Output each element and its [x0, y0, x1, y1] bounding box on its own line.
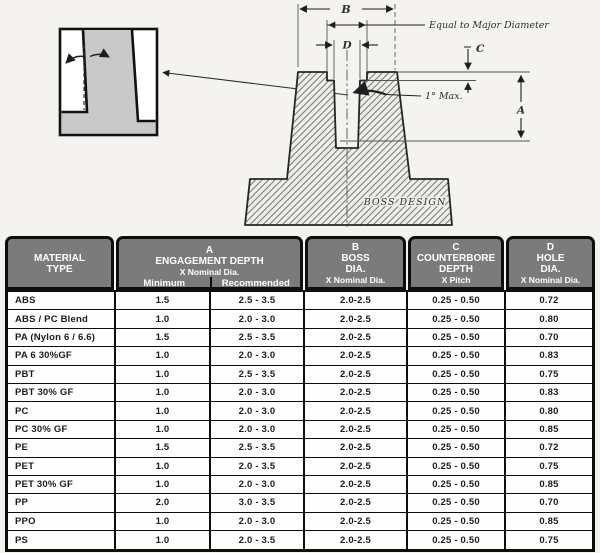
material-name-cell: PA 6 30%GF: [8, 347, 116, 364]
material-name-cell: PET: [8, 458, 116, 475]
minimum-depth-cell: 2.0: [116, 494, 211, 511]
equal-major-diameter-label: Equal to Major Diameter: [429, 20, 549, 31]
boss-dia-cell: 2.0-2.5: [305, 421, 408, 438]
recommended-depth-cell: 2.5 - 3.5: [211, 329, 305, 346]
recommended-depth-cell: 2.5 - 3.5: [211, 439, 305, 456]
minimum-depth-cell: 1.5: [116, 439, 211, 456]
material-name-cell: PPO: [8, 513, 116, 530]
hole-dia-cell: 0.70: [539, 497, 559, 509]
header-boss-dia: B BOSS DIA. X Nominal Dia.: [305, 236, 406, 290]
table-row: [8, 421, 592, 439]
boss-dia-cell: 2.0-2.5: [305, 458, 408, 475]
header-hole-dia: D HOLE DIA. X Nominal Dia.: [506, 236, 595, 290]
material-name-cell: PP: [8, 494, 116, 511]
table-row: [8, 531, 592, 549]
recommended-depth-cell: 2.0 - 3.5: [211, 531, 305, 549]
material-name-cell: PA (Nylon 6 / 6.6): [8, 329, 116, 346]
counterbore-depth-cell: 0.25 - 0.50: [408, 310, 506, 327]
counterbore-depth-cell: 0.25 - 0.50: [408, 458, 506, 475]
material-name-cell: PC: [8, 402, 116, 419]
hole-dia-cell: 0.85: [539, 479, 559, 491]
hole-dia-cell: 0.80: [539, 405, 559, 417]
counterbore-depth-cell: 0.25 - 0.50: [408, 494, 506, 511]
material-name-cell: ABS / PC Blend: [8, 310, 116, 327]
hole-dia-cell: 0.75: [539, 534, 559, 546]
hole-dia-cell: 0.83: [539, 350, 559, 362]
boss-dia-cell: 2.0-2.5: [305, 531, 408, 549]
table-row: [8, 347, 592, 365]
boss-dia-cell: 2.0-2.5: [305, 366, 408, 383]
minimum-depth-cell: 1.0: [116, 421, 211, 438]
minimum-depth-cell: 1.0: [116, 366, 211, 383]
material-name-cell: PBT 30% GF: [8, 384, 116, 401]
recommended-depth-cell: 2.5 - 3.5: [211, 366, 305, 383]
header-minimum: Minimum: [143, 278, 186, 289]
header-engagement-depth: A ENGAGEMENT DEPTH X Nominal Dia. Minimum Recommended: [116, 236, 303, 290]
recommended-depth-cell: 2.0 - 3.0: [211, 402, 305, 419]
header-counterbore-depth: C COUNTERBORE DEPTH X Pitch: [408, 236, 504, 290]
recommended-depth-cell: 2.0 - 3.0: [211, 310, 305, 327]
boss-dia-cell: 2.0-2.5: [305, 329, 408, 346]
counterbore-depth-cell: 0.25 - 0.50: [408, 476, 506, 493]
dimension-b-label: B: [341, 3, 351, 16]
counterbore-depth-cell: 0.25 - 0.50: [408, 384, 506, 401]
draft-detail-inset: [60, 29, 157, 135]
boss-dia-cell: 2.0-2.5: [305, 292, 408, 309]
dimension-d-label: D: [342, 39, 352, 52]
minimum-depth-cell: 1.5: [116, 329, 211, 346]
table-row: [8, 439, 592, 457]
boss-dia-cell: 2.0-2.5: [305, 476, 408, 493]
recommended-depth-cell: 2.0 - 3.5: [211, 458, 305, 475]
material-table-body: [5, 290, 595, 552]
boss-dia-cell: 2.0-2.5: [305, 439, 408, 456]
minimum-depth-cell: 1.0: [116, 384, 211, 401]
hole-dia-cell: 0.75: [539, 368, 559, 380]
hole-dia-cell: 0.72: [539, 295, 559, 307]
material-name-cell: PE: [8, 439, 116, 456]
counterbore-depth-cell: 0.25 - 0.50: [408, 402, 506, 419]
table-row: [8, 292, 592, 310]
recommended-depth-cell: 2.0 - 3.0: [211, 476, 305, 493]
minimum-depth-cell: 1.0: [116, 513, 211, 530]
dimension-c-label: C: [476, 43, 485, 55]
header-recommended: Recommended: [210, 277, 301, 290]
materials-table: [5, 236, 595, 552]
boss-dia-cell: 2.0-2.5: [305, 310, 408, 327]
table-row: [8, 513, 592, 531]
counterbore-depth-cell: 0.25 - 0.50: [408, 531, 506, 549]
counterbore-depth-cell: 0.25 - 0.50: [408, 366, 506, 383]
minimum-depth-cell: 1.0: [116, 531, 211, 549]
counterbore-depth-cell: 0.25 - 0.50: [408, 439, 506, 456]
table-row: [8, 310, 592, 328]
table-row: [8, 476, 592, 494]
boss-design-caption: BOSS DESIGN: [363, 197, 447, 208]
recommended-depth-cell: 2.0 - 3.0: [211, 347, 305, 364]
boss-dia-cell: 2.0-2.5: [305, 384, 408, 401]
draft-angle-label: 1° Max.: [425, 91, 463, 102]
minimum-depth-cell: 1.0: [116, 347, 211, 364]
boss-dia-cell: 2.0-2.5: [305, 402, 408, 419]
recommended-depth-cell: 2.0 - 3.0: [211, 421, 305, 438]
minimum-depth-cell: 1.0: [116, 310, 211, 327]
table-row: [8, 329, 592, 347]
table-row: [8, 384, 592, 402]
minimum-depth-cell: 1.0: [116, 458, 211, 475]
material-name-cell: PS: [8, 531, 116, 549]
material-name-cell: ABS: [8, 292, 116, 309]
recommended-depth-cell: 2.0 - 3.0: [211, 513, 305, 530]
counterbore-depth-cell: 0.25 - 0.50: [408, 292, 506, 309]
counterbore-depth-cell: 0.25 - 0.50: [408, 513, 506, 530]
boss-cross-section-diagram: [0, 0, 600, 232]
table-row: [8, 458, 592, 476]
boss-dia-cell: 2.0-2.5: [305, 513, 408, 530]
counterbore-depth-cell: 0.25 - 0.50: [408, 421, 506, 438]
hole-dia-cell: 0.83: [539, 387, 559, 399]
recommended-depth-cell: 2.0 - 3.0: [211, 384, 305, 401]
hole-dia-cell: 0.85: [539, 515, 559, 527]
table-row: [8, 402, 592, 420]
recommended-depth-cell: 3.0 - 3.5: [211, 494, 305, 511]
header-material-type: MATERIAL TYPE: [5, 236, 114, 290]
table-row: [8, 494, 592, 512]
table-row: [8, 366, 592, 384]
hole-dia-cell: 0.80: [539, 313, 559, 325]
counterbore-depth-cell: 0.25 - 0.50: [408, 329, 506, 346]
boss-dia-cell: 2.0-2.5: [305, 494, 408, 511]
hole-dia-cell: 0.85: [539, 423, 559, 435]
boss-dia-cell: 2.0-2.5: [305, 347, 408, 364]
hole-dia-cell: 0.70: [539, 331, 559, 343]
minimum-depth-cell: 1.0: [116, 476, 211, 493]
minimum-depth-cell: 1.0: [116, 402, 211, 419]
recommended-depth-cell: 2.5 - 3.5: [211, 292, 305, 309]
minimum-depth-cell: 1.5: [116, 292, 211, 309]
hole-dia-cell: 0.75: [539, 460, 559, 472]
material-name-cell: PBT: [8, 366, 116, 383]
material-name-cell: PC 30% GF: [8, 421, 116, 438]
hole-dia-cell: 0.72: [539, 442, 559, 454]
material-name-cell: PET 30% GF: [8, 476, 116, 493]
table-header: [5, 236, 595, 290]
counterbore-depth-cell: 0.25 - 0.50: [408, 347, 506, 364]
dimension-a-label: A: [516, 104, 526, 117]
